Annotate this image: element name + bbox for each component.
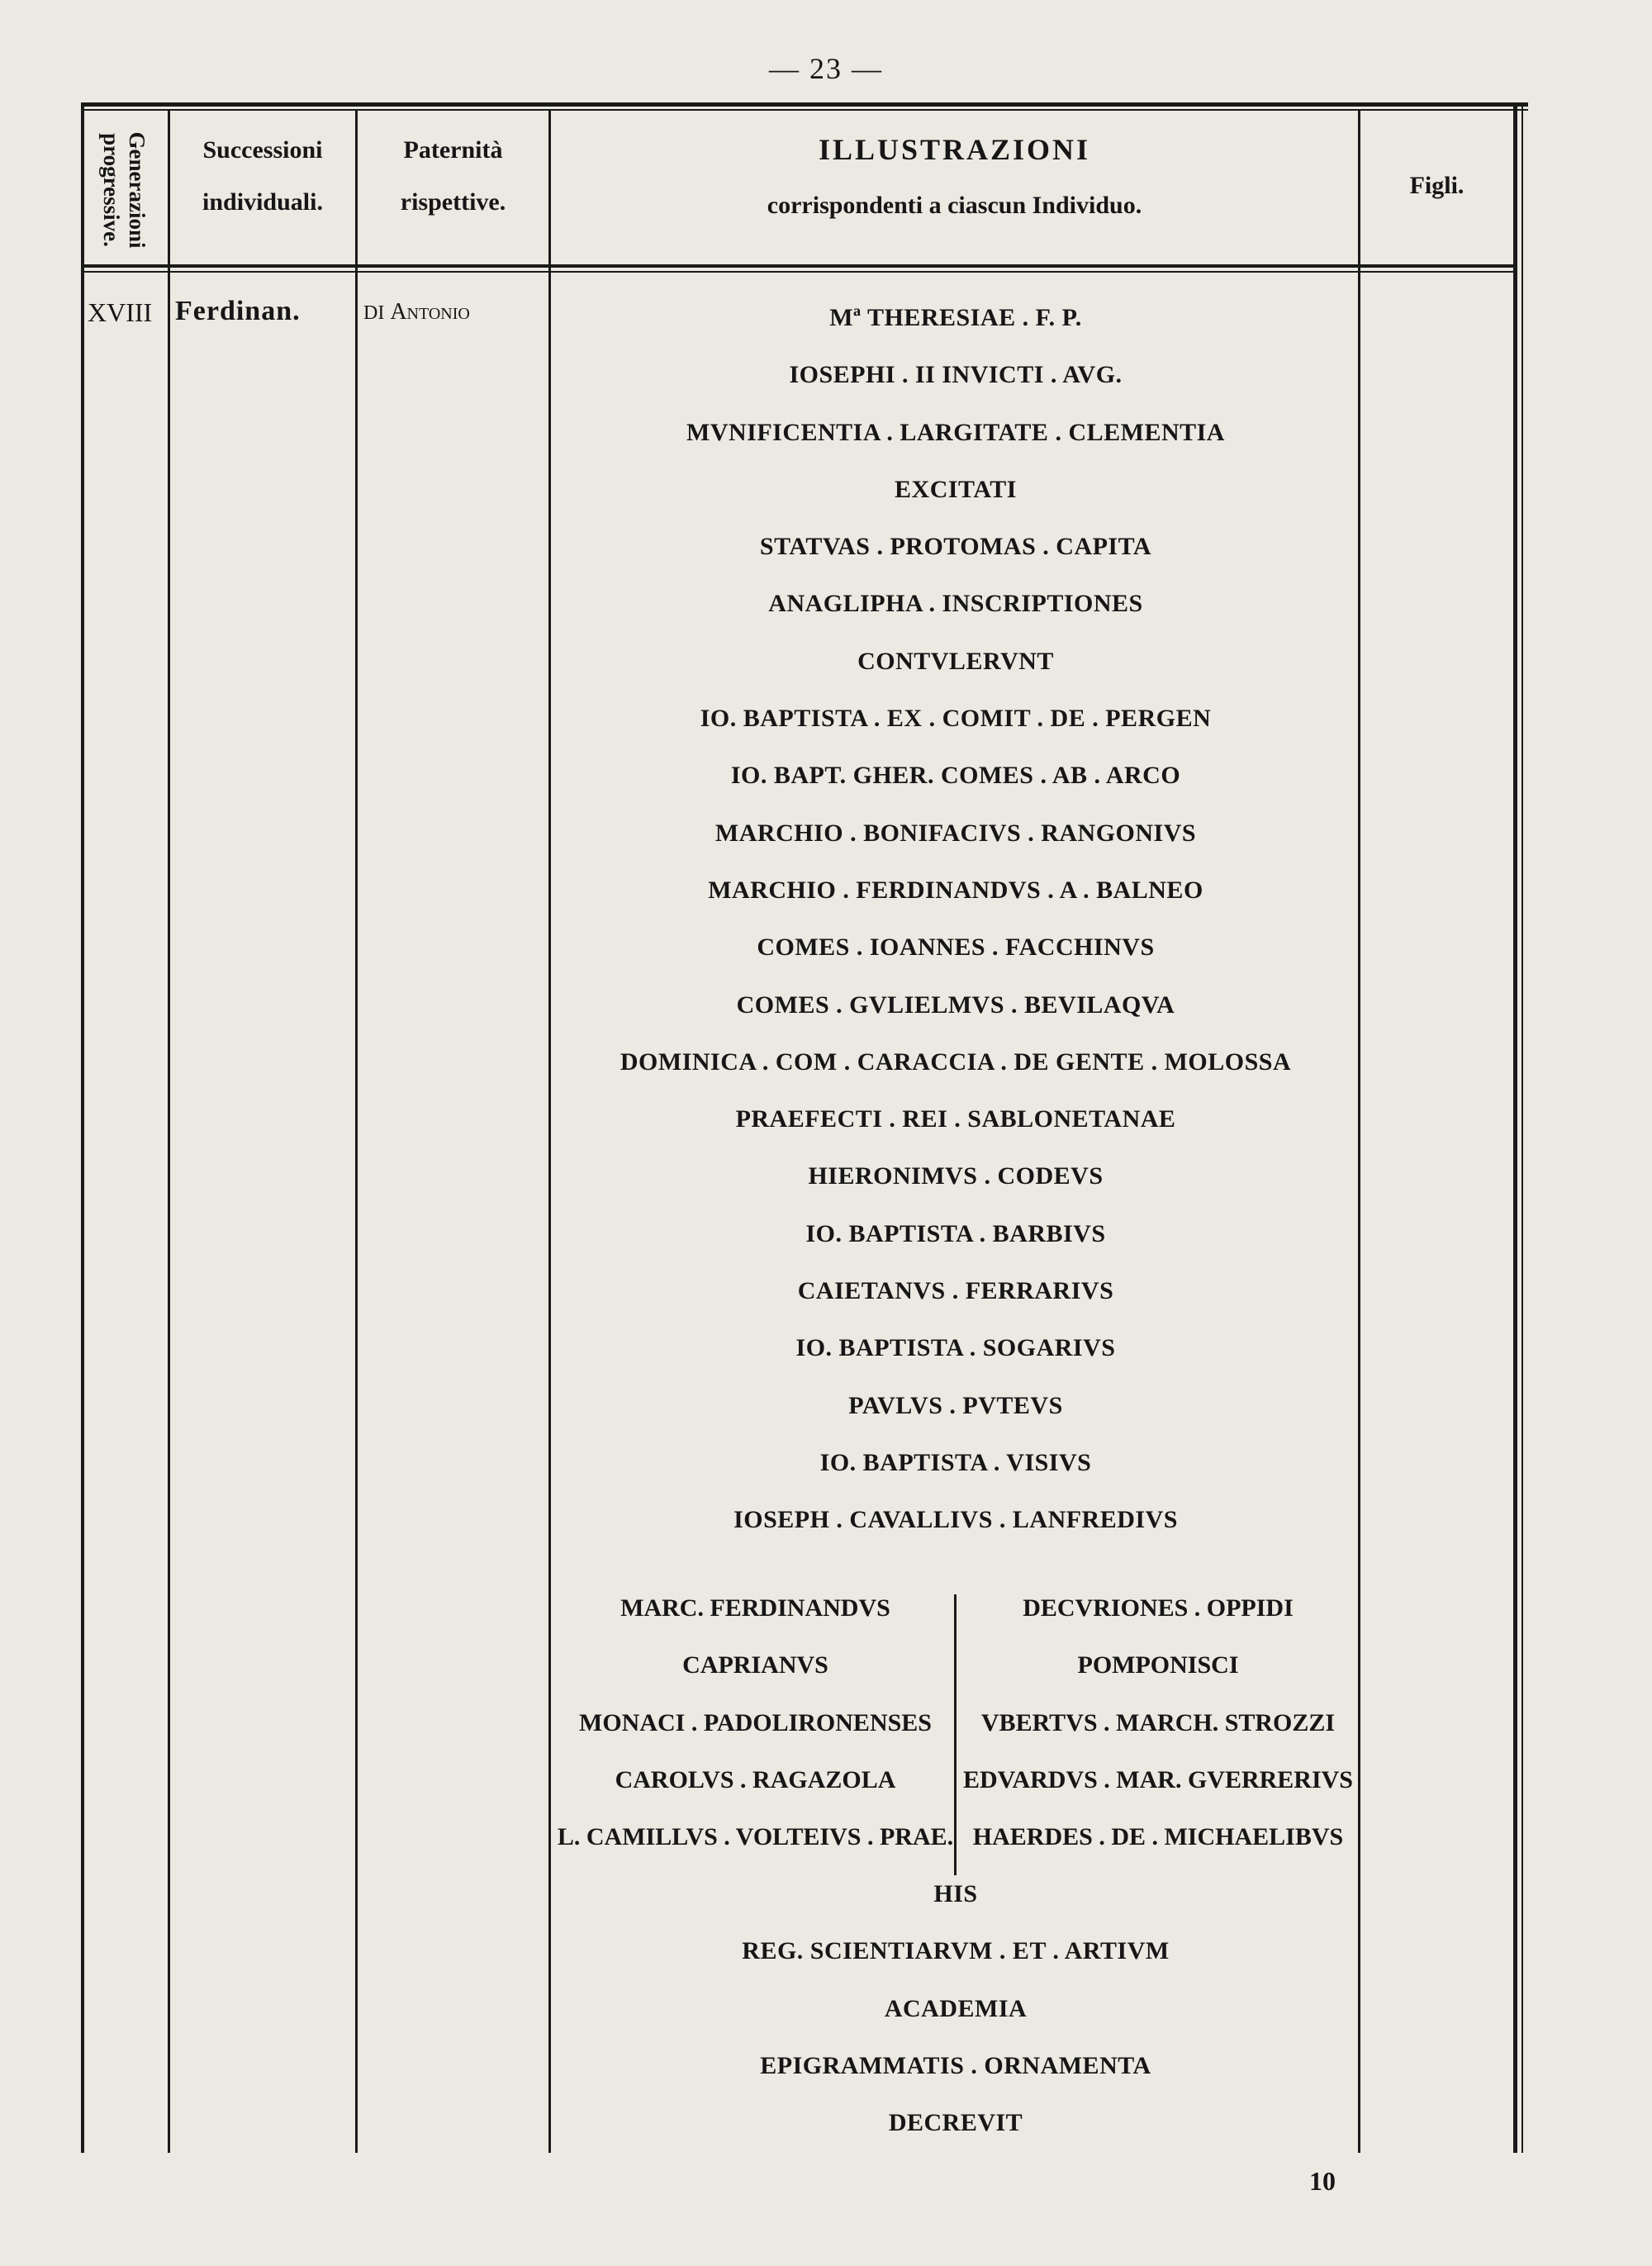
inscription-line: IO. BAPTISTA . SOGARIVS [795,1334,1116,1362]
inscription-line: DOMINICA . COM . CARACCIA . DE GENTE . MOLOSSA [620,1047,1292,1076]
inscription-line: CAIETANVS . FERRARIVS [797,1277,1114,1305]
closing-block [555,1865,1356,2151]
inscription-line: COMES . GVLIELMVS . BEVILAQVA [736,990,1175,1019]
inscription-line: PAVLVS . PVTEVS [848,1391,1063,1419]
column-divider-1 [168,111,170,2153]
generation-number: XVIII [88,297,153,327]
column-divider-2 [355,111,358,2153]
table-right-border [1513,102,1517,2153]
two-column-left: CAROLVS . RAGAZOLA [615,1765,896,1793]
paternity [363,299,470,325]
inscription-line: EXCITATI [895,475,1017,503]
inscription-line: IOSEPH . CAVALLIVS . LANFREDIVS [733,1506,1178,1534]
individual-name: Ferdinan. [175,296,301,326]
two-column-left: MONACI . PADOLIRONENSES [579,1708,932,1736]
header-successioni-line1: Successioni [202,136,323,164]
table-right-border-outer [1521,102,1523,2153]
header-paternita-line2: rispettive. [400,188,506,216]
two-column-right: VBERTVS . MARCH. STROZZI [980,1708,1336,1736]
header-divider [81,264,1513,268]
signature-number: 10 [1309,2166,1336,2196]
closing-line: REG. SCIENTIARVM . ET . ARTIVM [742,1937,1170,1965]
header-divider-thin [81,271,1513,273]
inscription-line: IOSEPHI . II INVICTI . AVG. [789,361,1123,389]
inscription-line: PRAEFECTI . REI . SABLONETANAE [735,1105,1176,1133]
two-column-right: EDVARDVS . MAR. GVERRERIVS [962,1765,1353,1793]
inscription-line: MVNIFICENTIA . LARGITATE . CLEMENTIA [686,418,1225,446]
table-top-border-thin [81,109,1528,111]
closing-line: EPIGRAMMATIS . ORNAMENTA [760,2051,1151,2079]
paternity-prefix: DI [363,302,385,324]
column-divider-3 [548,111,551,2153]
two-column-block [555,1580,1356,1865]
header-illustrazioni [551,134,1358,219]
inscription-line: MARCHIO . FERDINANDVS . A . BALNEO [708,876,1203,904]
inscription-line: Mª THERESIAE . F. P. [829,304,1082,331]
inscription-line: CONTVLERVNT [857,647,1054,675]
inscription-line: STATVAS . PROTOMAS . CAPITA [759,533,1152,561]
header-generazioni-line1: Generazioni [125,131,150,249]
two-column-row [555,1694,1356,1751]
two-column-left: L. CAMILLVS . VOLTEIVS . PRAE. [557,1823,954,1851]
inscription-line: IO. BAPTISTA . BARBIVS [805,1219,1106,1247]
closing-line: DECREVIT [888,2109,1023,2137]
two-column-row [555,1637,1356,1694]
page-number: — 23 — [769,52,883,85]
header-generazioni-line2: progressive. [99,133,124,247]
closing-line: ACADEMIA [884,1994,1028,2022]
two-column-row [555,1751,1356,1808]
inscription-line: MARCHIO . BONIFACIVS . RANGONIVS [714,819,1197,847]
inscription-line: IO. BAPT. GHER. COMES . AB . ARCO [730,762,1181,790]
header-generazioni [83,112,165,268]
header-paternita [358,136,548,216]
two-column-left: CAPRIANVS [682,1651,828,1679]
two-column-right: HAERDES . DE . MICHAELIBVS [972,1823,1344,1851]
paternity-name: Antonio [390,299,470,325]
header-figli [1360,172,1513,199]
two-column-left: MARC. FERDINANDVS [620,1594,890,1622]
header-successioni-line2: individuali. [202,188,323,216]
header-successioni [170,136,355,216]
header-paternita-line1: Paternità [403,136,503,164]
two-column-right: DECVRIONES . OPPIDI [1023,1594,1294,1622]
inscription-block [555,289,1356,1549]
header-illustrazioni-subtitle: corrispondenti a ciascun Individuo. [767,191,1142,219]
header-figli-label: Figli. [1409,172,1464,199]
inscription-line: IO. BAPTISTA . EX . COMIT . DE . PERGEN [700,705,1212,733]
inscription-line: IO. BAPTISTA . VISIVS [819,1448,1092,1476]
inscription-line: ANAGLIPHA . INSCRIPTIONES [768,590,1143,618]
two-column-right: POMPONISCI [1077,1651,1239,1679]
header-illustrazioni-title: ILLUSTRAZIONI [818,133,1091,166]
two-column-row [555,1580,1356,1637]
closing-line: HIS [933,1880,978,1907]
two-column-row [555,1808,1356,1865]
table-top-border [81,102,1528,107]
inscription-line: COMES . IOANNES . FACCHINVS [757,933,1155,962]
table-left-border [81,102,84,2153]
inscription-line: HIERONIMVS . CODEVS [808,1162,1104,1190]
